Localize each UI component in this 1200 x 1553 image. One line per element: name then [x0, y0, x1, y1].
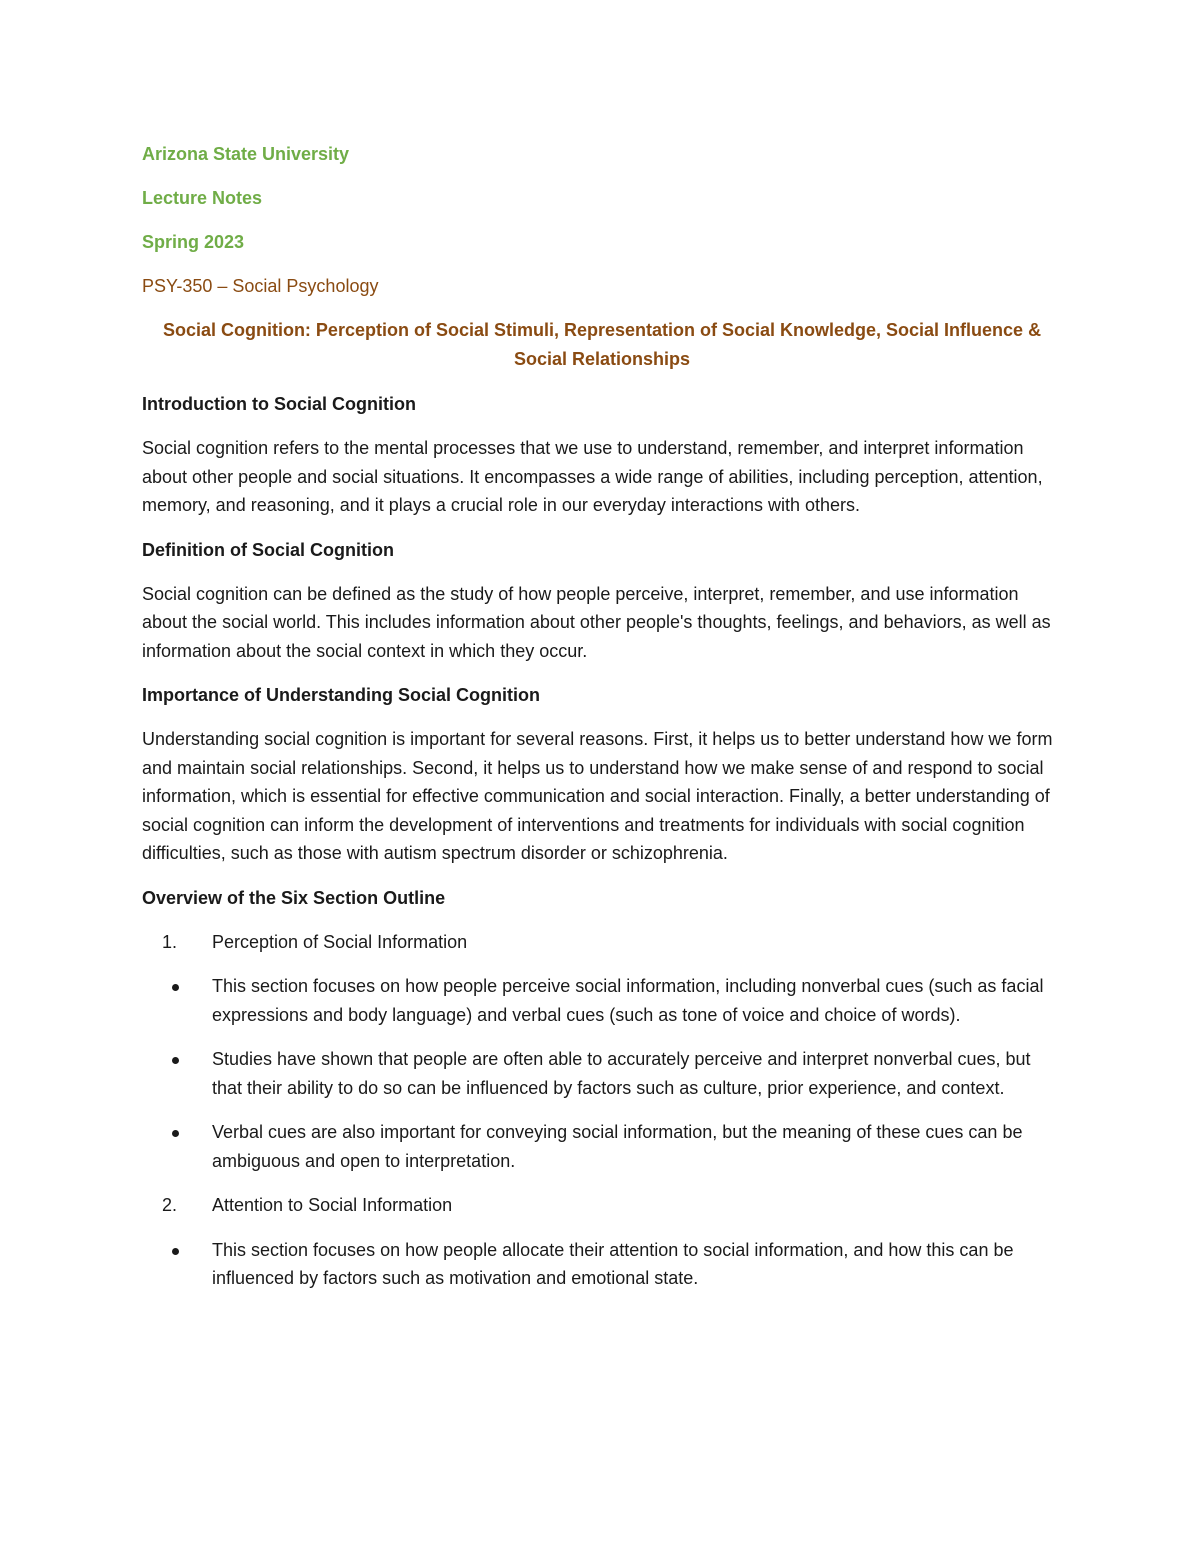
section-text-definition: Social cognition can be defined as the study of how people perceive, interpret, remember, and use information about the social world. This includes information about other people's thoughts, feelings, and behaviors, as well as information about the social context in which they occur.: [142, 583, 1051, 661]
bullet-text: This section focuses on how people allocate their attention to social information, and how this can be influenced by factors such as motivation and emotional state.: [212, 1239, 1014, 1288]
bullet-text: This section focuses on how people perceive social information, including nonverbal cues (such as facial expressions and body language) and verbal cues (such as tone of voice and choice of words).: [212, 976, 1044, 1025]
section-heading-importance: Importance of Understanding Social Cognition: [142, 685, 541, 705]
bullet-icon: [172, 1130, 179, 1137]
document-page: [142, 140, 1062, 1309]
bullet-text: Studies have shown that people are often able to accurately perceive and interpret nonverbal cues, but that their ability to do so can be influenced by factors such as culture, prior experience, and context.: [212, 1049, 1031, 1098]
list-item: [142, 1236, 1062, 1293]
section-heading-intro: Introduction to Social Cognition: [142, 394, 416, 414]
section-text-importance: Understanding social cognition is important for several reasons. First, it helps us to better understand how we form and maintain social relationships. Second, it helps us to understand how we make sense of and respond to social information, which is essential for effective communication and social interaction. Finally, a better understanding of social cognition can inform the development of interventions and treatments for individuals with social cognition difficulties, such as those with autism spectrum disorder or schizophrenia.: [142, 729, 1053, 863]
outline-item-2: [142, 1191, 1062, 1220]
outline-number: 1.: [162, 931, 178, 952]
bullet-icon: [172, 1248, 179, 1255]
bullet-icon: [172, 984, 179, 991]
section-text-intro: Social cognition refers to the mental processes that we use to understand, remember, and interpret information about other people and social situations. It encompasses a wide range of abilities, including perception, attention, memory, and reasoning, and it plays a crucial role in our everyday interactions with others.: [142, 438, 1043, 515]
bullet-text: Verbal cues are also important for conveying social information, but the meaning of these cues can be ambiguous and open to interpretation.: [212, 1122, 1023, 1171]
bullet-icon: [172, 1057, 179, 1064]
list-item: [142, 972, 1062, 1029]
outline-label: Perception of Social Information: [212, 931, 468, 952]
term: Spring 2023: [142, 232, 245, 252]
outline-item-1: [142, 928, 1062, 957]
outline-label: Attention to Social Information: [212, 1195, 453, 1215]
list-item: [142, 1045, 1062, 1102]
outline-number: 2.: [162, 1195, 178, 1215]
list-item: [142, 1118, 1062, 1175]
page-title: Social Cognition: Perception of Social Stimuli, Representation of Social Knowledge, Social Influence & Social Relationships: [162, 320, 1042, 369]
document-type: Lecture Notes: [142, 188, 263, 208]
section-heading-overview: Overview of the Six Section Outline: [142, 887, 446, 908]
course-title: PSY-350 – Social Psychology: [142, 276, 379, 296]
section-heading-definition: Definition of Social Cognition: [142, 539, 394, 560]
university-name: Arizona State University: [142, 144, 350, 164]
